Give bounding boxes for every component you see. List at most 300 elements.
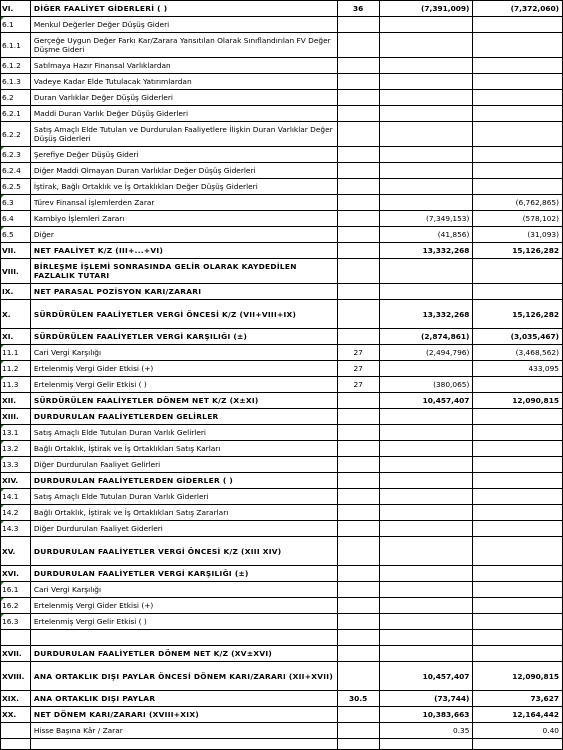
row-label-text: DURDURULAN FAALİYETLERDEN GİDERLER ( ) xyxy=(33,476,234,485)
statement-row xyxy=(1,473,563,489)
row-prior-period xyxy=(473,473,563,489)
row-prior-period xyxy=(473,163,563,179)
row-current-period-text: 13,332,268 xyxy=(422,309,470,319)
row-label-text: SÜRDÜRÜLEN FAALİYETLER VERGİ KARŞILIĞI (±) xyxy=(33,332,248,341)
row-current-period-text: (2,494,796) xyxy=(426,348,470,357)
row-code xyxy=(1,227,31,243)
row-code-text: VIII. xyxy=(2,266,19,276)
row-label xyxy=(30,582,337,598)
row-label xyxy=(30,1,337,17)
row-label xyxy=(30,122,337,147)
row-label xyxy=(30,179,337,195)
row-label-text: ANA ORTAKLIK DIŞI PAYLAR xyxy=(33,694,156,703)
row-code-text: 13.3 xyxy=(2,460,19,469)
row-label xyxy=(30,259,337,284)
cell-comment-marker-icon xyxy=(1,147,4,150)
row-code xyxy=(1,489,31,505)
row-code-text: 14.1 xyxy=(2,492,19,501)
row-note xyxy=(337,393,379,409)
row-note xyxy=(337,473,379,489)
row-code xyxy=(1,300,31,329)
row-prior-period xyxy=(473,90,563,106)
statement-row xyxy=(1,284,563,300)
row-label-text: Şerefiye Değer Düşüş Gideri xyxy=(33,150,139,159)
row-current-period xyxy=(379,33,473,58)
row-label-text: Bağlı Ortaklık, İştirak ve İş Ortaklıkları Satış Karları xyxy=(33,444,221,453)
row-label-text: Menkul Değerler Değer Düşüş Gideri xyxy=(33,20,170,29)
row-note xyxy=(337,441,379,457)
row-label xyxy=(30,630,337,646)
row-code-text: 6.1.2 xyxy=(2,61,21,70)
row-code-text: X. xyxy=(2,309,11,319)
row-note xyxy=(337,361,379,377)
row-code-text: 6.2 xyxy=(2,93,14,102)
row-note xyxy=(337,598,379,614)
row-label-text: DURDURULAN FAALİYETLER VERGİ KARŞILIĞI (±) xyxy=(33,569,249,578)
row-note xyxy=(337,195,379,211)
row-note-text: 27 xyxy=(353,348,363,357)
row-current-period xyxy=(379,582,473,598)
statement-row xyxy=(1,329,563,345)
row-current-period xyxy=(379,211,473,227)
row-code xyxy=(1,243,31,259)
row-prior-period xyxy=(473,106,563,122)
cell-comment-marker-icon xyxy=(1,457,4,460)
row-code-text: 6.2.5 xyxy=(2,182,21,191)
row-note xyxy=(337,566,379,582)
cell-comment-marker-icon xyxy=(1,582,4,585)
row-label xyxy=(30,441,337,457)
statement-row xyxy=(1,243,563,259)
row-current-period xyxy=(379,1,473,17)
row-label xyxy=(30,537,337,566)
row-note xyxy=(337,1,379,17)
row-label-text: ANA ORTAKLIK DIŞI PAYLAR ÖNCESİ DÖNEM KARI/ZARARI (XII+XVII) xyxy=(33,671,333,681)
row-code-text: 11.3 xyxy=(2,380,19,389)
row-prior-period xyxy=(473,17,563,33)
row-label-text: Gerçeğe Uygun Değer Farkı Kar/Zarara Yansıtılan Olarak Sınıflandırılan FV Değer Düşme Gideri xyxy=(33,36,331,54)
row-label-text: Cari Vergi Karşılığı xyxy=(33,348,102,357)
row-label-text: Cari Vergi Karşılığı xyxy=(33,585,102,594)
row-label xyxy=(30,377,337,393)
row-note xyxy=(337,259,379,284)
row-label-text: BİRLEŞME İŞLEMİ SONRASINDA GELİR OLARAK KAYDEDİLEN FAZLALIK TUTARI xyxy=(33,262,297,280)
statement-row xyxy=(1,259,563,284)
statement-row xyxy=(1,457,563,473)
row-label xyxy=(30,74,337,90)
row-code-text: 6.1.1 xyxy=(2,40,21,50)
row-prior-period-text: (3,468,562) xyxy=(515,348,559,357)
row-label xyxy=(30,147,337,163)
row-label xyxy=(30,521,337,537)
row-code xyxy=(1,393,31,409)
row-label-text: SÜRDÜRÜLEN FAALİYETLER VERGİ ÖNCESİ K/Z (VII+VIII+IX) xyxy=(33,309,297,319)
row-label xyxy=(30,300,337,329)
row-prior-period xyxy=(473,614,563,630)
row-label xyxy=(30,58,337,74)
statement-row xyxy=(1,723,563,739)
row-code xyxy=(1,582,31,598)
row-prior-period xyxy=(473,58,563,74)
row-prior-period xyxy=(473,227,563,243)
row-code xyxy=(1,566,31,582)
row-note-text: 27 xyxy=(353,380,363,389)
row-note xyxy=(337,505,379,521)
statement-row xyxy=(1,361,563,377)
cell-comment-marker-icon xyxy=(1,227,4,230)
row-prior-period xyxy=(473,566,563,582)
row-current-period xyxy=(379,521,473,537)
row-prior-period xyxy=(473,409,563,425)
row-code xyxy=(1,409,31,425)
row-code-text: 6.2.1 xyxy=(2,109,21,118)
row-current-period xyxy=(379,259,473,284)
statement-row xyxy=(1,441,563,457)
row-prior-period xyxy=(473,723,563,739)
row-note xyxy=(337,425,379,441)
row-code xyxy=(1,598,31,614)
row-note xyxy=(337,106,379,122)
row-code xyxy=(1,425,31,441)
row-label-text: Satış Amaçlı Elde Tutulan ve Durdurulan Faaliyetlere İlişkin Duran Varlıklar Değer Düşüş Giderleri xyxy=(33,125,333,143)
row-note xyxy=(337,74,379,90)
row-current-period-text: (41,856) xyxy=(437,230,470,239)
row-current-period xyxy=(379,179,473,195)
statement-row xyxy=(1,582,563,598)
statement-row xyxy=(1,662,563,691)
row-note xyxy=(337,284,379,300)
row-current-period xyxy=(379,243,473,259)
statement-row xyxy=(1,300,563,329)
row-current-period xyxy=(379,106,473,122)
row-current-period xyxy=(379,537,473,566)
row-code xyxy=(1,723,31,739)
row-label-text: NET DÖNEM KARI/ZARARI (XVIII+XIX) xyxy=(33,710,200,719)
row-code xyxy=(1,537,31,566)
row-label xyxy=(30,691,337,707)
row-note xyxy=(337,377,379,393)
row-code-text: 11.2 xyxy=(2,364,19,373)
statement-row xyxy=(1,630,563,646)
row-current-period xyxy=(379,409,473,425)
row-prior-period-text: 0.40 xyxy=(542,726,559,735)
row-prior-period xyxy=(473,582,563,598)
cell-comment-marker-icon xyxy=(1,377,4,380)
row-code-text: 6.2.2 xyxy=(2,129,21,139)
row-prior-period xyxy=(473,505,563,521)
row-code-text: VII. xyxy=(2,246,17,255)
statement-row xyxy=(1,17,563,33)
row-code-text: 11.1 xyxy=(2,348,19,357)
row-prior-period xyxy=(473,1,563,17)
row-current-period xyxy=(379,457,473,473)
row-code xyxy=(1,33,31,58)
row-prior-period-text: 73,627 xyxy=(530,694,559,703)
row-label-text: Vadeye Kadar Elde Tutulacak Yatırımlardan xyxy=(33,77,192,86)
row-label-text: Satış Amaçlı Elde Tutulan Duran Varlık Giderleri xyxy=(33,492,209,501)
row-prior-period xyxy=(473,598,563,614)
row-code xyxy=(1,329,31,345)
row-current-period xyxy=(379,195,473,211)
row-current-period xyxy=(379,707,473,723)
row-code xyxy=(1,457,31,473)
row-code-text: XVIII. xyxy=(2,671,25,681)
row-note xyxy=(337,122,379,147)
row-prior-period xyxy=(473,345,563,361)
row-label xyxy=(30,90,337,106)
row-label-text: Bağlı Ortaklık, İştirak ve İş Ortaklıkları Satış Zararları xyxy=(33,508,229,517)
statement-row xyxy=(1,345,563,361)
row-code xyxy=(1,1,31,17)
row-prior-period xyxy=(473,122,563,147)
row-note xyxy=(337,163,379,179)
row-prior-period-text: (31,093) xyxy=(527,230,559,239)
row-prior-period xyxy=(473,179,563,195)
row-current-period xyxy=(379,147,473,163)
row-label-text: Kambiyo İşlemleri Zararı xyxy=(33,214,125,223)
row-prior-period xyxy=(473,691,563,707)
row-code xyxy=(1,739,31,750)
row-label xyxy=(30,329,337,345)
row-code-text: XX. xyxy=(2,710,17,719)
row-code xyxy=(1,505,31,521)
row-label xyxy=(30,566,337,582)
row-label-text: Ertelenmiş Vergi Gelir Etkisi ( ) xyxy=(33,617,147,626)
row-label-text: NET FAALİYET K/Z (III+...+VI) xyxy=(33,246,164,255)
row-current-period-text: (7,349,153) xyxy=(426,214,470,223)
row-code-text: XIV. xyxy=(2,476,19,485)
row-note xyxy=(337,537,379,566)
row-code-text: XVII. xyxy=(2,649,22,658)
row-note xyxy=(337,409,379,425)
row-note xyxy=(337,646,379,662)
row-code xyxy=(1,17,31,33)
row-note xyxy=(337,691,379,707)
row-code-text: 16.2 xyxy=(2,601,19,610)
row-note xyxy=(337,521,379,537)
row-prior-period xyxy=(473,284,563,300)
row-prior-period xyxy=(473,425,563,441)
statement-row xyxy=(1,566,563,582)
row-code xyxy=(1,74,31,90)
row-code-text: IX. xyxy=(2,287,14,296)
cell-comment-marker-icon xyxy=(1,17,4,20)
row-code-text: XIII. xyxy=(2,412,19,421)
row-current-period-text: 0.35 xyxy=(452,726,470,735)
row-code xyxy=(1,90,31,106)
statement-row xyxy=(1,195,563,211)
statement-row xyxy=(1,74,563,90)
row-current-period xyxy=(379,163,473,179)
statement-row xyxy=(1,505,563,521)
cell-comment-marker-icon xyxy=(1,521,4,524)
row-label xyxy=(30,598,337,614)
row-code xyxy=(1,345,31,361)
row-label xyxy=(30,227,337,243)
row-current-period xyxy=(379,598,473,614)
row-label xyxy=(30,106,337,122)
row-code xyxy=(1,122,31,147)
row-prior-period xyxy=(473,243,563,259)
row-code xyxy=(1,211,31,227)
row-label xyxy=(30,284,337,300)
row-prior-period-text: (7,372,060) xyxy=(510,4,559,13)
row-prior-period xyxy=(473,195,563,211)
row-current-period xyxy=(379,566,473,582)
row-note xyxy=(337,300,379,329)
row-label-text: Maddi Duran Varlık Değer Düşüş Giderleri xyxy=(33,109,189,118)
row-prior-period xyxy=(473,259,563,284)
row-label xyxy=(30,646,337,662)
row-current-period xyxy=(379,473,473,489)
row-current-period xyxy=(379,122,473,147)
row-code-text: XIX. xyxy=(2,694,19,703)
row-current-period xyxy=(379,662,473,691)
row-prior-period xyxy=(473,33,563,58)
row-prior-period xyxy=(473,630,563,646)
row-label-text: SÜRDÜRÜLEN FAALİYETLER DÖNEM NET K/Z (X±XI) xyxy=(33,396,259,405)
row-label-text: Diğer Durdurulan Faaliyet Giderleri xyxy=(33,524,163,533)
cell-comment-marker-icon xyxy=(1,425,4,428)
row-label-text: Ertelenmiş Vergi Gider Etkisi (+) xyxy=(33,601,154,610)
row-note xyxy=(337,723,379,739)
row-code xyxy=(1,147,31,163)
row-note-text: 27 xyxy=(353,364,363,373)
row-code-text: 6.1.3 xyxy=(2,77,21,86)
row-label-text: Diğer Maddi Olmayan Duran Varlıklar Değer Düşüş Giderleri xyxy=(33,166,256,175)
statement-row xyxy=(1,377,563,393)
row-code xyxy=(1,259,31,284)
row-code xyxy=(1,377,31,393)
row-prior-period xyxy=(473,211,563,227)
row-code xyxy=(1,195,31,211)
row-code-text: 6.2.3 xyxy=(2,150,21,159)
row-note xyxy=(337,739,379,750)
row-code-text: 6.3 xyxy=(2,198,14,207)
statement-row xyxy=(1,147,563,163)
row-prior-period-text: 15,126,282 xyxy=(512,309,559,319)
row-current-period xyxy=(379,17,473,33)
row-code xyxy=(1,284,31,300)
row-note xyxy=(337,90,379,106)
row-current-period xyxy=(379,739,473,750)
row-note xyxy=(337,211,379,227)
row-prior-period xyxy=(473,147,563,163)
row-code xyxy=(1,614,31,630)
row-label-text: İştirak, Bağlı Ortaklık ve İş Ortaklıkları Değer Düşüş Giderleri xyxy=(33,182,258,191)
row-note xyxy=(337,17,379,33)
row-code-text: VI. xyxy=(2,4,14,13)
cell-comment-marker-icon xyxy=(1,614,4,617)
row-current-period xyxy=(379,630,473,646)
row-note xyxy=(337,58,379,74)
row-code-text: 14.3 xyxy=(2,524,19,533)
row-prior-period xyxy=(473,329,563,345)
cell-comment-marker-icon xyxy=(1,361,4,364)
statement-row xyxy=(1,409,563,425)
statement-row xyxy=(1,393,563,409)
row-note xyxy=(337,147,379,163)
row-label-text: DURDURULAN FAALİYETLERDEN GELİRLER xyxy=(33,412,219,421)
statement-row xyxy=(1,425,563,441)
row-note xyxy=(337,614,379,630)
row-label xyxy=(30,195,337,211)
row-prior-period xyxy=(473,361,563,377)
row-note xyxy=(337,329,379,345)
statement-row xyxy=(1,521,563,537)
row-current-period xyxy=(379,441,473,457)
row-code-text: 13.1 xyxy=(2,428,19,437)
row-code-text: 6.5 xyxy=(2,230,14,239)
row-code xyxy=(1,521,31,537)
row-current-period xyxy=(379,90,473,106)
row-note xyxy=(337,179,379,195)
row-code xyxy=(1,473,31,489)
row-current-period xyxy=(379,377,473,393)
row-current-period-text: (73,744) xyxy=(434,694,470,703)
row-label-text: DURDURULAN FAALİYETLER VERGİ ÖNCESİ K/Z (XIII XIV) xyxy=(33,546,282,556)
row-prior-period xyxy=(473,521,563,537)
row-label xyxy=(30,211,337,227)
row-label-text: Hisse Başına Kâr / Zarar xyxy=(33,726,123,735)
cell-comment-marker-icon xyxy=(1,598,4,601)
row-label-text: Satılmaya Hazır Finansal Varlıklardan xyxy=(33,61,171,70)
row-prior-period-text: (3,035,467) xyxy=(510,332,559,341)
row-code-text: XV. xyxy=(2,546,16,556)
row-note-text: 36 xyxy=(353,4,364,13)
row-label-text: Duran Varlıklar Değer Düşüş Giderleri xyxy=(33,93,173,102)
row-note xyxy=(337,227,379,243)
row-note xyxy=(337,630,379,646)
statement-row xyxy=(1,33,563,58)
row-label xyxy=(30,345,337,361)
row-code-text: 16.1 xyxy=(2,585,19,594)
row-code-text: 6.1 xyxy=(2,20,14,29)
row-label xyxy=(30,361,337,377)
row-label xyxy=(30,163,337,179)
row-prior-period xyxy=(473,457,563,473)
row-label xyxy=(30,489,337,505)
row-current-period xyxy=(379,58,473,74)
row-prior-period xyxy=(473,662,563,691)
row-label xyxy=(30,505,337,521)
row-prior-period xyxy=(473,646,563,662)
row-current-period xyxy=(379,393,473,409)
row-current-period xyxy=(379,723,473,739)
statement-row xyxy=(1,707,563,723)
row-label-text: Satış Amaçlı Elde Tutulan Duran Varlık Gelirleri xyxy=(33,428,206,437)
row-label xyxy=(30,409,337,425)
row-note xyxy=(337,345,379,361)
row-label-text: Diğer xyxy=(33,230,54,239)
row-code-text: XII. xyxy=(2,396,17,405)
row-note xyxy=(337,243,379,259)
row-label xyxy=(30,614,337,630)
row-label xyxy=(30,473,337,489)
statement-row xyxy=(1,537,563,566)
row-label xyxy=(30,425,337,441)
row-prior-period xyxy=(473,74,563,90)
row-code xyxy=(1,630,31,646)
row-label-text: NET PARASAL POZİSYON KARI/ZARARI xyxy=(33,287,202,296)
row-prior-period xyxy=(473,441,563,457)
statement-rows xyxy=(1,1,563,750)
row-label-text: Ertelenmiş Vergi Gider Etkisi (+) xyxy=(33,364,154,373)
row-code xyxy=(1,163,31,179)
row-current-period xyxy=(379,425,473,441)
row-note xyxy=(337,707,379,723)
row-code xyxy=(1,662,31,691)
